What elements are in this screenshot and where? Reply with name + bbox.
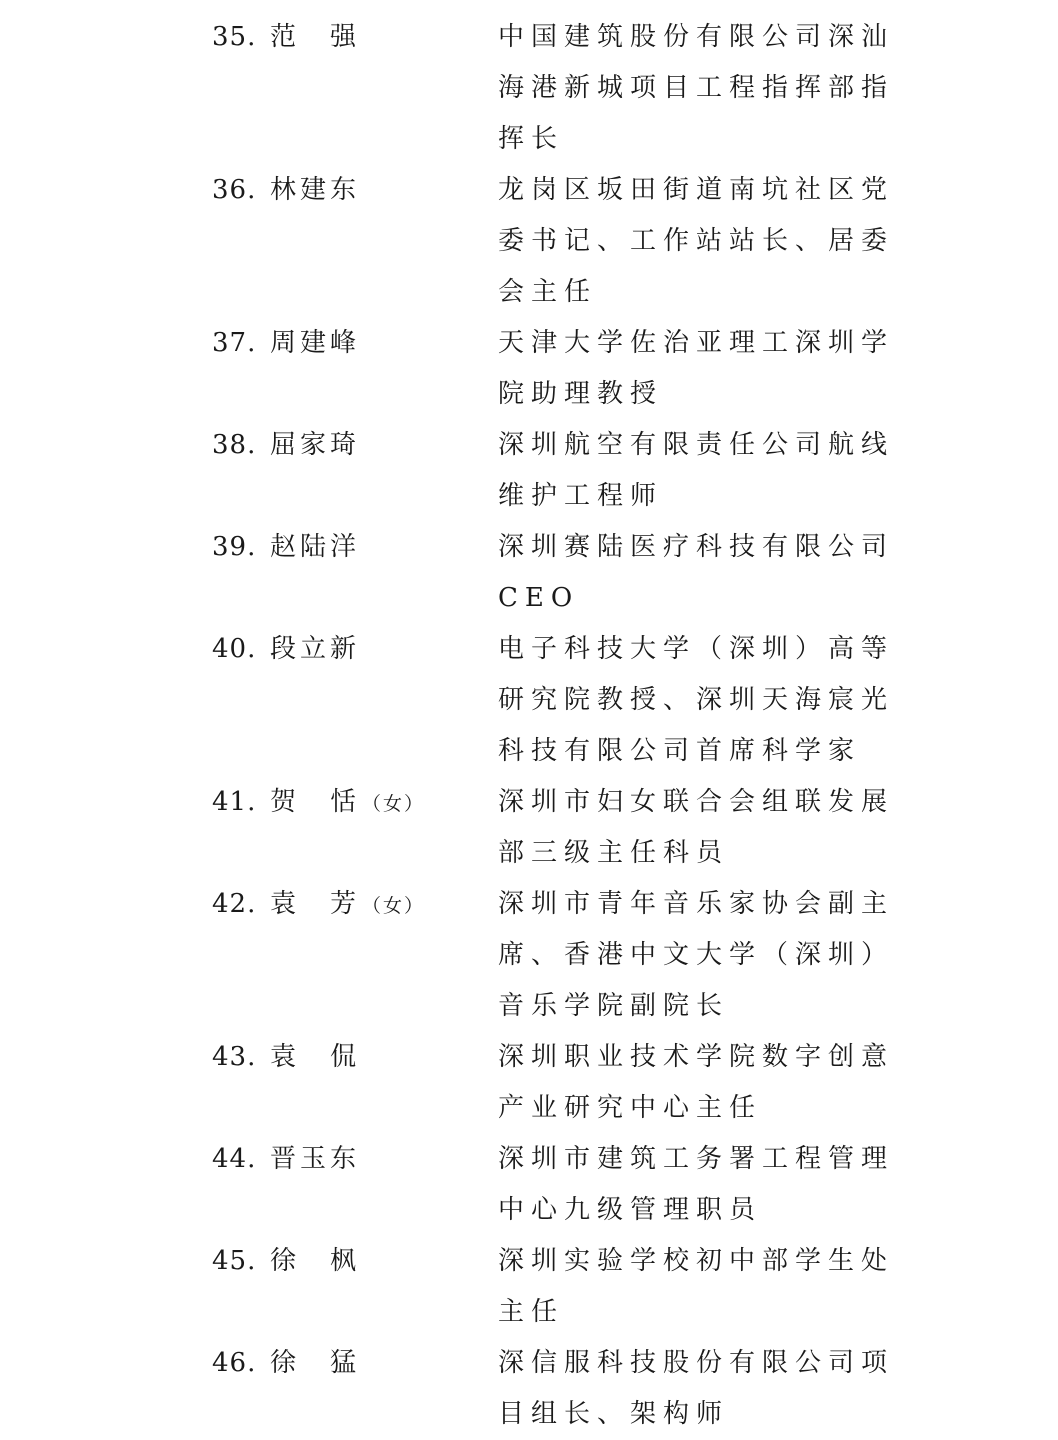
entry-title: 深圳市妇女联合会组联发展部三级主任科员 (498, 787, 895, 868)
entry-title: 深信服科技股份有限公司项目组长、架构师 (498, 1348, 895, 1429)
entry-name: 范 强 (270, 22, 361, 52)
entry-title: 龙岗区坂田街道南坑社区党委书记、工作站站长、居委会主任 (498, 175, 895, 307)
entry-number: 38. (212, 430, 257, 460)
entry-gender-note: （女） (362, 895, 426, 917)
entry-name: 晋玉东 (270, 1144, 361, 1174)
entry-name-cell (270, 1134, 498, 1187)
entry-name: 屈家琦 (270, 430, 361, 460)
list-item (212, 1032, 932, 1134)
entry-title: 深圳市建筑工务署工程管理中心九级管理职员 (498, 1144, 895, 1225)
entry-name: 周建峰 (270, 328, 361, 358)
entry-number: 36. (212, 175, 257, 205)
list-item (212, 1134, 932, 1236)
entry-number: 39. (212, 532, 257, 562)
entry-name-cell (270, 318, 498, 371)
entry-name: 段立新 (270, 634, 361, 664)
list-item (212, 1338, 932, 1440)
entry-name-cell (270, 624, 498, 677)
list-item (212, 1236, 932, 1338)
entry-name-cell (270, 777, 498, 830)
list-item (212, 420, 932, 522)
list-item (212, 165, 932, 318)
list-item (212, 879, 932, 1032)
entry-name-cell (270, 12, 498, 65)
entry-number: 35. (212, 22, 257, 52)
entry-number: 44. (212, 1144, 257, 1174)
list-item (212, 522, 932, 624)
entry-name-cell (270, 1236, 498, 1289)
entry-number: 45. (212, 1246, 257, 1276)
entry-name: 赵陆洋 (270, 532, 361, 562)
entry-name: 袁 芳 (270, 889, 361, 919)
entry-name: 徐 枫 (270, 1246, 361, 1276)
entry-title: 天津大学佐治亚理工深圳学院助理教授 (498, 328, 895, 409)
entry-name-cell (270, 879, 498, 932)
entry-name: 袁 侃 (270, 1042, 361, 1072)
entry-title: 中国建筑股份有限公司深汕海港新城项目工程指挥部指挥长 (498, 22, 895, 154)
entry-name: 林建东 (270, 175, 361, 205)
entry-number: 40. (212, 634, 257, 664)
honoree-list (212, 12, 932, 1440)
entry-number: 46. (212, 1348, 257, 1378)
entry-name-cell (270, 1032, 498, 1085)
entry-number: 37. (212, 328, 257, 358)
entry-number: 43. (212, 1042, 257, 1072)
entry-title: 电子科技大学（深圳）高等研究院教授、深圳天海宸光科技有限公司首席科学家 (498, 634, 895, 766)
list-item (212, 777, 932, 879)
entry-name-cell (270, 165, 498, 218)
entry-title: 深圳赛陆医疗科技有限公司 CEO (498, 532, 895, 613)
entry-title: 深圳职业技术学院数字创意产业研究中心主任 (498, 1042, 895, 1123)
entry-name-cell (270, 420, 498, 473)
entry-name: 徐 猛 (270, 1348, 361, 1378)
entry-name-cell (270, 522, 498, 575)
entry-number: 42. (212, 889, 257, 919)
entry-number: 41. (212, 787, 257, 817)
entry-title: 深圳市青年音乐家协会副主席、香港中文大学（深圳）音乐学院副院长 (498, 889, 895, 1021)
list-item (212, 624, 932, 777)
entry-title: 深圳航空有限责任公司航线维护工程师 (498, 430, 895, 511)
entry-title: 深圳实验学校初中部学生处主任 (498, 1246, 895, 1327)
entry-name: 贺 恬 (270, 787, 361, 817)
list-item (212, 12, 932, 165)
entry-gender-note: （女） (362, 793, 426, 815)
entry-name-cell (270, 1338, 498, 1391)
list-item (212, 318, 932, 420)
